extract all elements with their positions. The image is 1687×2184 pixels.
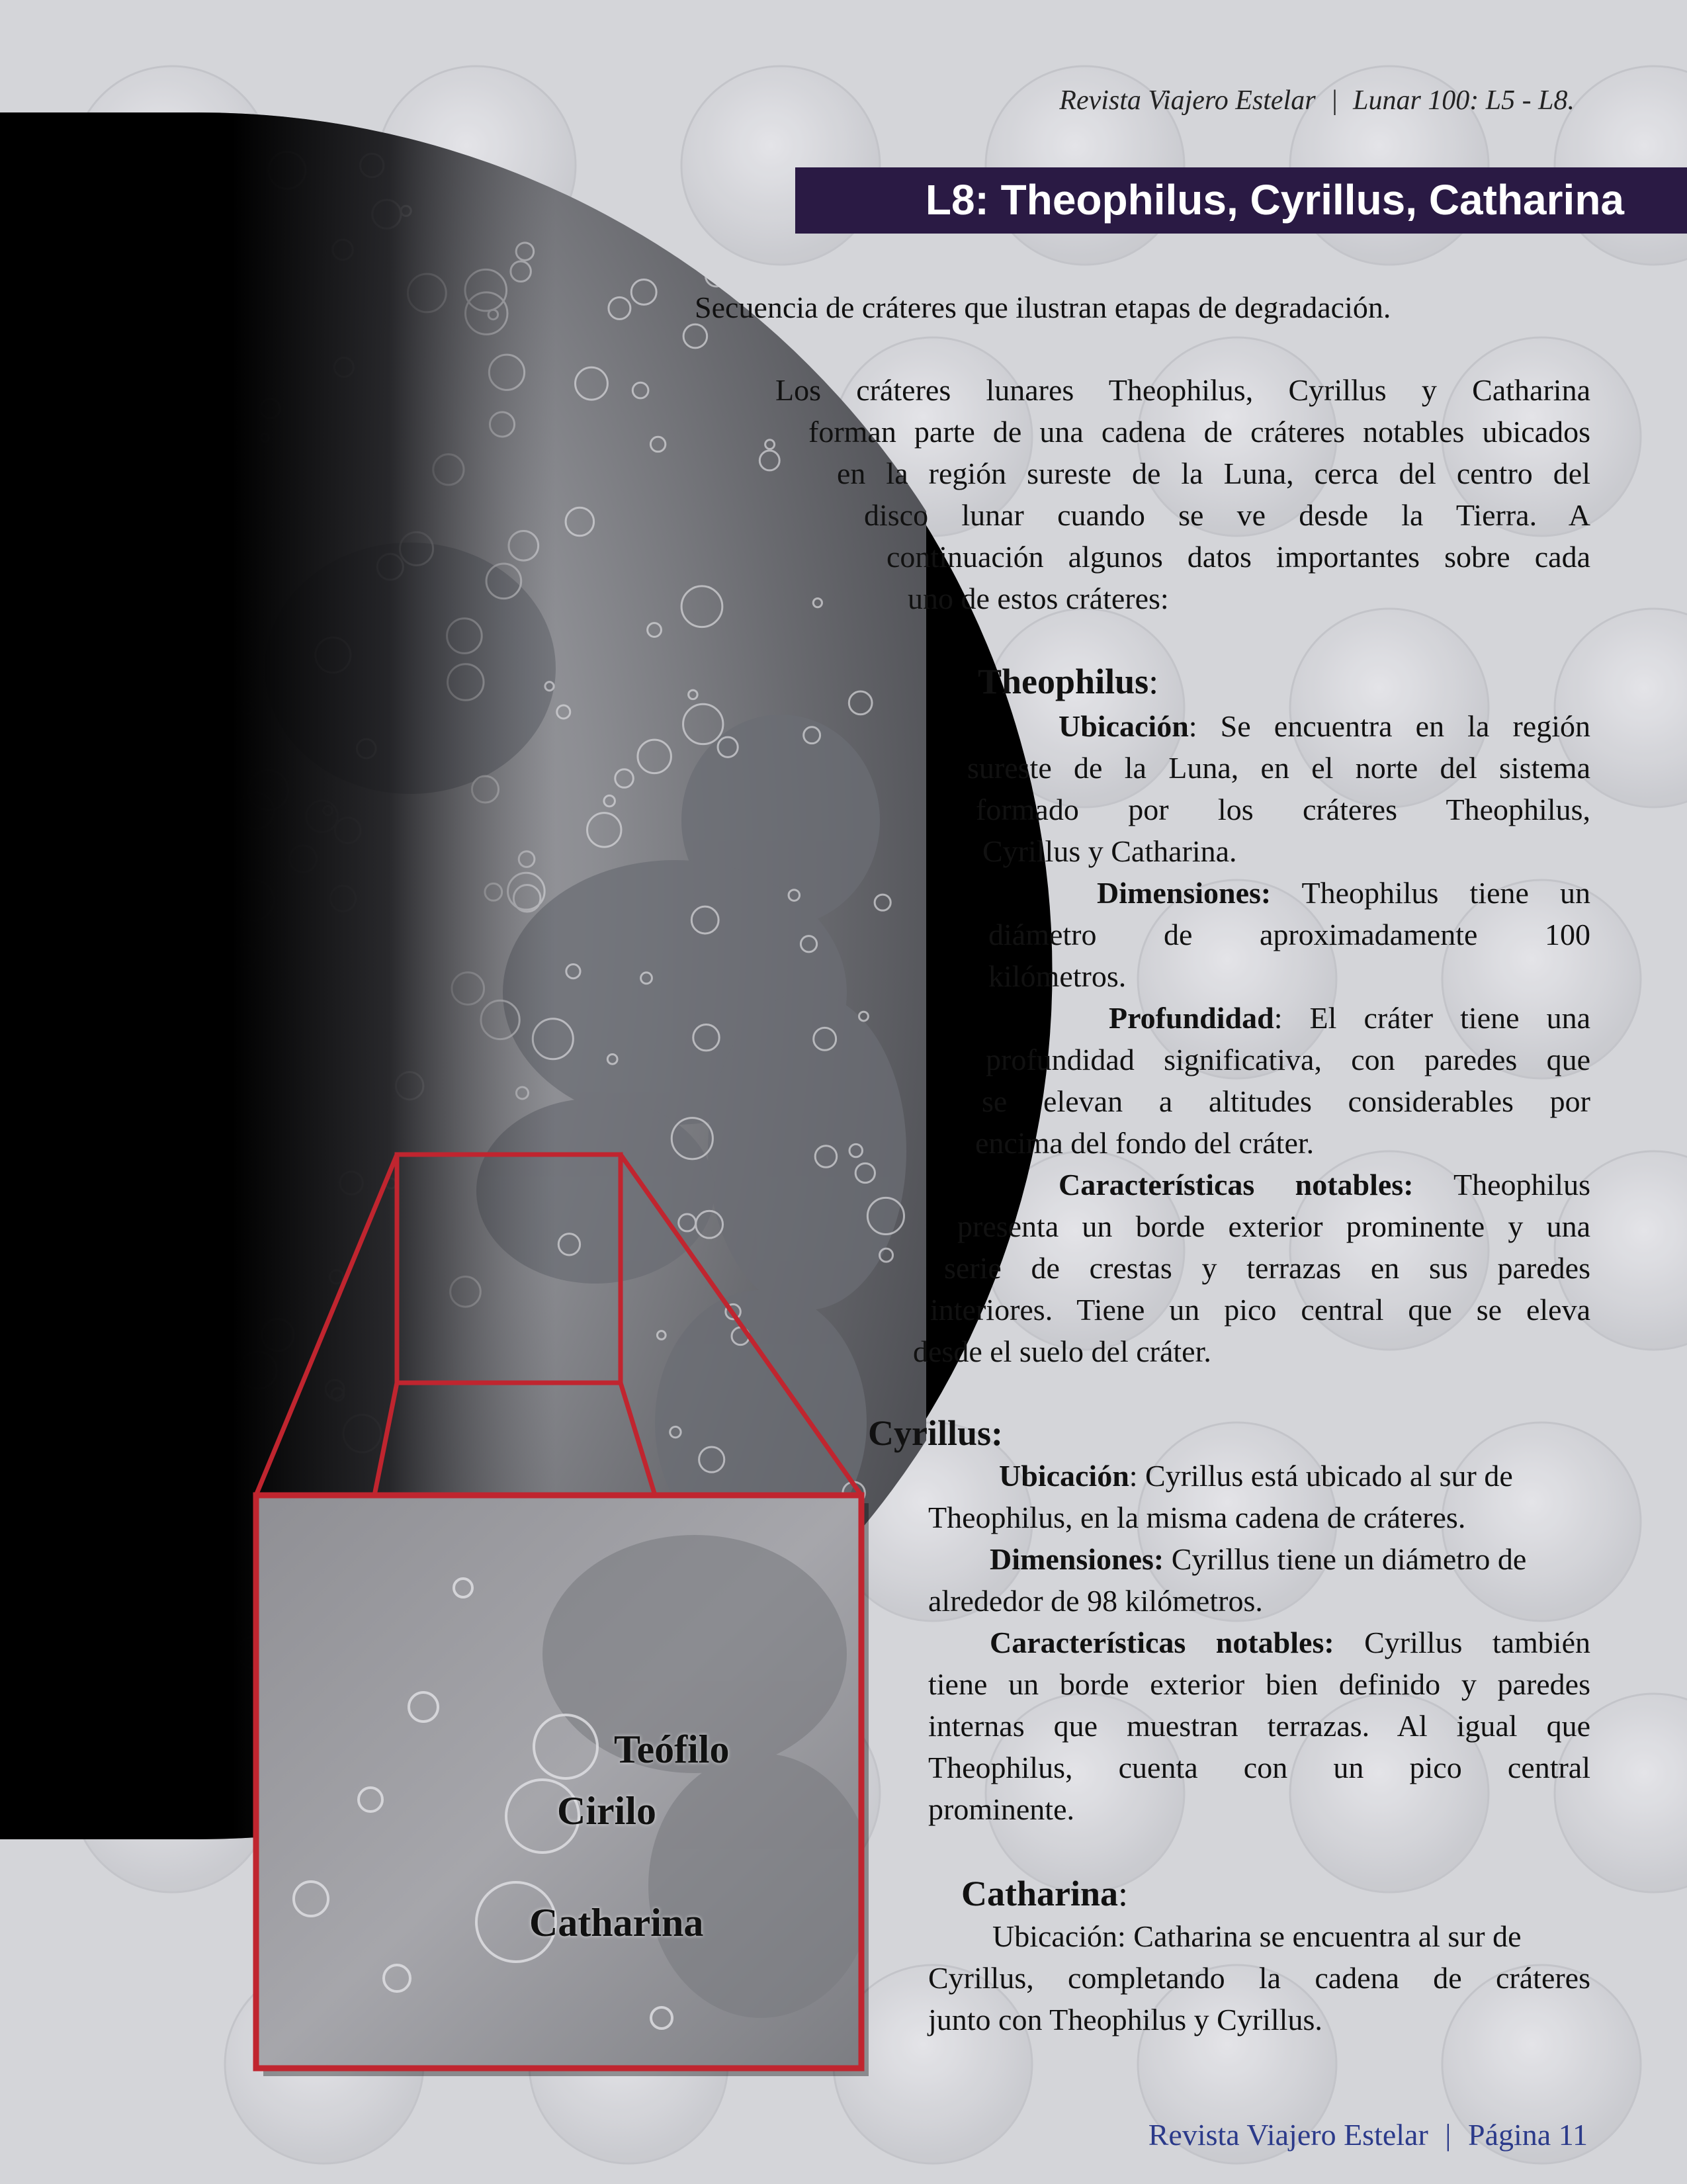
header-section: Lunar 100: L5 - L8.: [1353, 85, 1575, 116]
crater-mark: [873, 1551, 906, 1585]
theophilus-ubicacion-line-4: Cyrillus y Catharina.: [982, 834, 1237, 868]
inset-label-cirilo: Cirilo: [557, 1789, 656, 1833]
theophilus-ubicacion-line-1: [1059, 705, 1590, 747]
catharina-line-1: Ubicación: Catharina se encuentra al sur de: [992, 1919, 1522, 1953]
running-header: [926, 85, 1575, 116]
dimensiones-label: Dimensiones:: [990, 1542, 1164, 1576]
intro-line-4: disco lunar cuando se ve desde la Tierra. A: [864, 498, 1590, 532]
page-footer: [992, 2117, 1588, 2152]
cyrillus-dimensiones-line-1: [990, 1538, 1590, 1580]
catharina-heading-colon: :: [1118, 1874, 1129, 1913]
theophilus-dimensiones-line-1: [1097, 872, 1590, 914]
intro-line-3: en la región sureste de la Luna, cerca del centro del: [837, 457, 1590, 490]
catharina-heading: [961, 1874, 1128, 1913]
theophilus-dimensiones-line-3: kilómetros.: [988, 959, 1127, 993]
intro-subtitle: [695, 286, 1489, 328]
catharina-heading-text: Catharina: [961, 1874, 1119, 1913]
inset-label-teofilo: Teófilo: [614, 1727, 730, 1771]
page-title: L8: Theophilus, Cyrillus, Catharina: [925, 176, 1624, 224]
ubicacion-text: : Cyrillus está ubicado al sur de: [1129, 1459, 1513, 1493]
cyrillus-heading: Cyrillus:: [868, 1413, 1004, 1453]
theophilus-caracteristicas-line-5: desde el suelo del cráter.: [913, 1334, 1211, 1368]
caracteristicas-label: Características notables:: [1059, 1168, 1414, 1201]
theophilus-heading-text: Theophilus: [978, 662, 1149, 701]
profundidad-label: Profundidad: [1109, 1001, 1274, 1035]
title-bar: [795, 167, 1687, 234]
intro-line-1: Los cráteres lunares Theophilus, Cyrillus y Catharina: [775, 373, 1590, 407]
inset-label-catharina: Catharina: [529, 1901, 704, 1944]
catharina-line-2: Cyrillus, completando la cadena de cráteres: [928, 1961, 1590, 1995]
theophilus-caracteristicas-line-1: [1059, 1164, 1590, 1205]
intro-line-5: continuación algunos datos importantes sobre cada: [887, 540, 1590, 574]
intro-line-6: uno de estos cráteres:: [908, 582, 1169, 615]
ubicacion-label: Ubicación: [999, 1459, 1129, 1493]
ubicacion-label: Ubicación: [1059, 709, 1189, 743]
theophilus-dimensiones-line-2: diámetro de aproximadamente 100: [988, 918, 1590, 951]
caracteristicas-label: Características notables:: [990, 1626, 1334, 1659]
cyrillus-dimensiones-line-2: alrededor de 98 kilómetros.: [928, 1584, 1263, 1618]
theophilus-profundidad-line-1: [1109, 997, 1590, 1039]
theophilus-caracteristicas-line-3: serie de crestas y terrazas en sus paredes: [944, 1251, 1590, 1285]
theophilus-profundidad-line-2: profundidad significativa, con paredes que: [986, 1043, 1590, 1076]
ubicacion-text: : Se encuentra en la región: [1188, 709, 1590, 743]
dimensiones-text: Cyrillus tiene un diámetro de: [1164, 1542, 1527, 1576]
cyrillus-caracteristicas-line-1: [990, 1622, 1590, 1663]
theophilus-caracteristicas-line-2: presenta un borde exterior prominente y una: [957, 1209, 1590, 1243]
caracteristicas-text: Cyrillus también: [1334, 1626, 1590, 1659]
intro-line-2: forman parte de una cadena de cráteres notables ubicados: [808, 415, 1590, 449]
caracteristicas-text: Theophilus: [1413, 1168, 1590, 1201]
catharina-line-3: junto con Theophilus y Cyrillus.: [928, 2003, 1322, 2036]
cyrillus-caracteristicas-line-2: tiene un borde exterior bien definido y paredes: [928, 1667, 1590, 1701]
footer-magazine: Revista Viajero Estelar: [1148, 2118, 1428, 2152]
header-separator: |: [1330, 85, 1338, 116]
intro-subtitle-text: Secuencia de cráteres que ilustran etapas de degradación.: [695, 290, 1391, 324]
dimensiones-label: Dimensiones:: [1097, 876, 1272, 910]
cyrillus-caracteristicas-line-5: prominente.: [928, 1792, 1074, 1826]
dimensiones-text: Theophilus tiene un: [1271, 876, 1590, 910]
cyrillus-caracteristicas-line-4: Theophilus, cuenta con un pico central: [928, 1751, 1590, 1784]
theophilus-caracteristicas-line-4: interiores. Tiene un pico central que se eleva: [930, 1293, 1590, 1327]
cyrillus-ubicacion-line-2: Theophilus, en la misma cadena de cráteres.: [928, 1501, 1466, 1534]
theophilus-heading-colon: :: [1148, 662, 1159, 701]
header-magazine: Revista Viajero Estelar: [1059, 85, 1316, 116]
footer-separator: |: [1445, 2118, 1451, 2152]
footer-page-number: Página 11: [1468, 2118, 1588, 2152]
theophilus-ubicacion-line-2: sureste de la Luna, en el norte del sistema: [967, 751, 1590, 785]
theophilus-heading: [978, 662, 1158, 701]
theophilus-ubicacion-line-3: formado por los cráteres Theophilus,: [976, 793, 1590, 826]
cyrillus-ubicacion-line-1: [999, 1455, 1590, 1497]
cyrillus-caracteristicas-line-3: internas que muestran terrazas. Al igual que: [928, 1709, 1590, 1743]
crater-mark: [810, 328, 832, 350]
theophilus-profundidad-line-4: encima del fondo del cráter.: [975, 1126, 1315, 1160]
profundidad-text: : El cráter tiene una: [1274, 1001, 1590, 1035]
theophilus-profundidad-line-3: se elevan a altitudes considerables por: [982, 1084, 1590, 1118]
